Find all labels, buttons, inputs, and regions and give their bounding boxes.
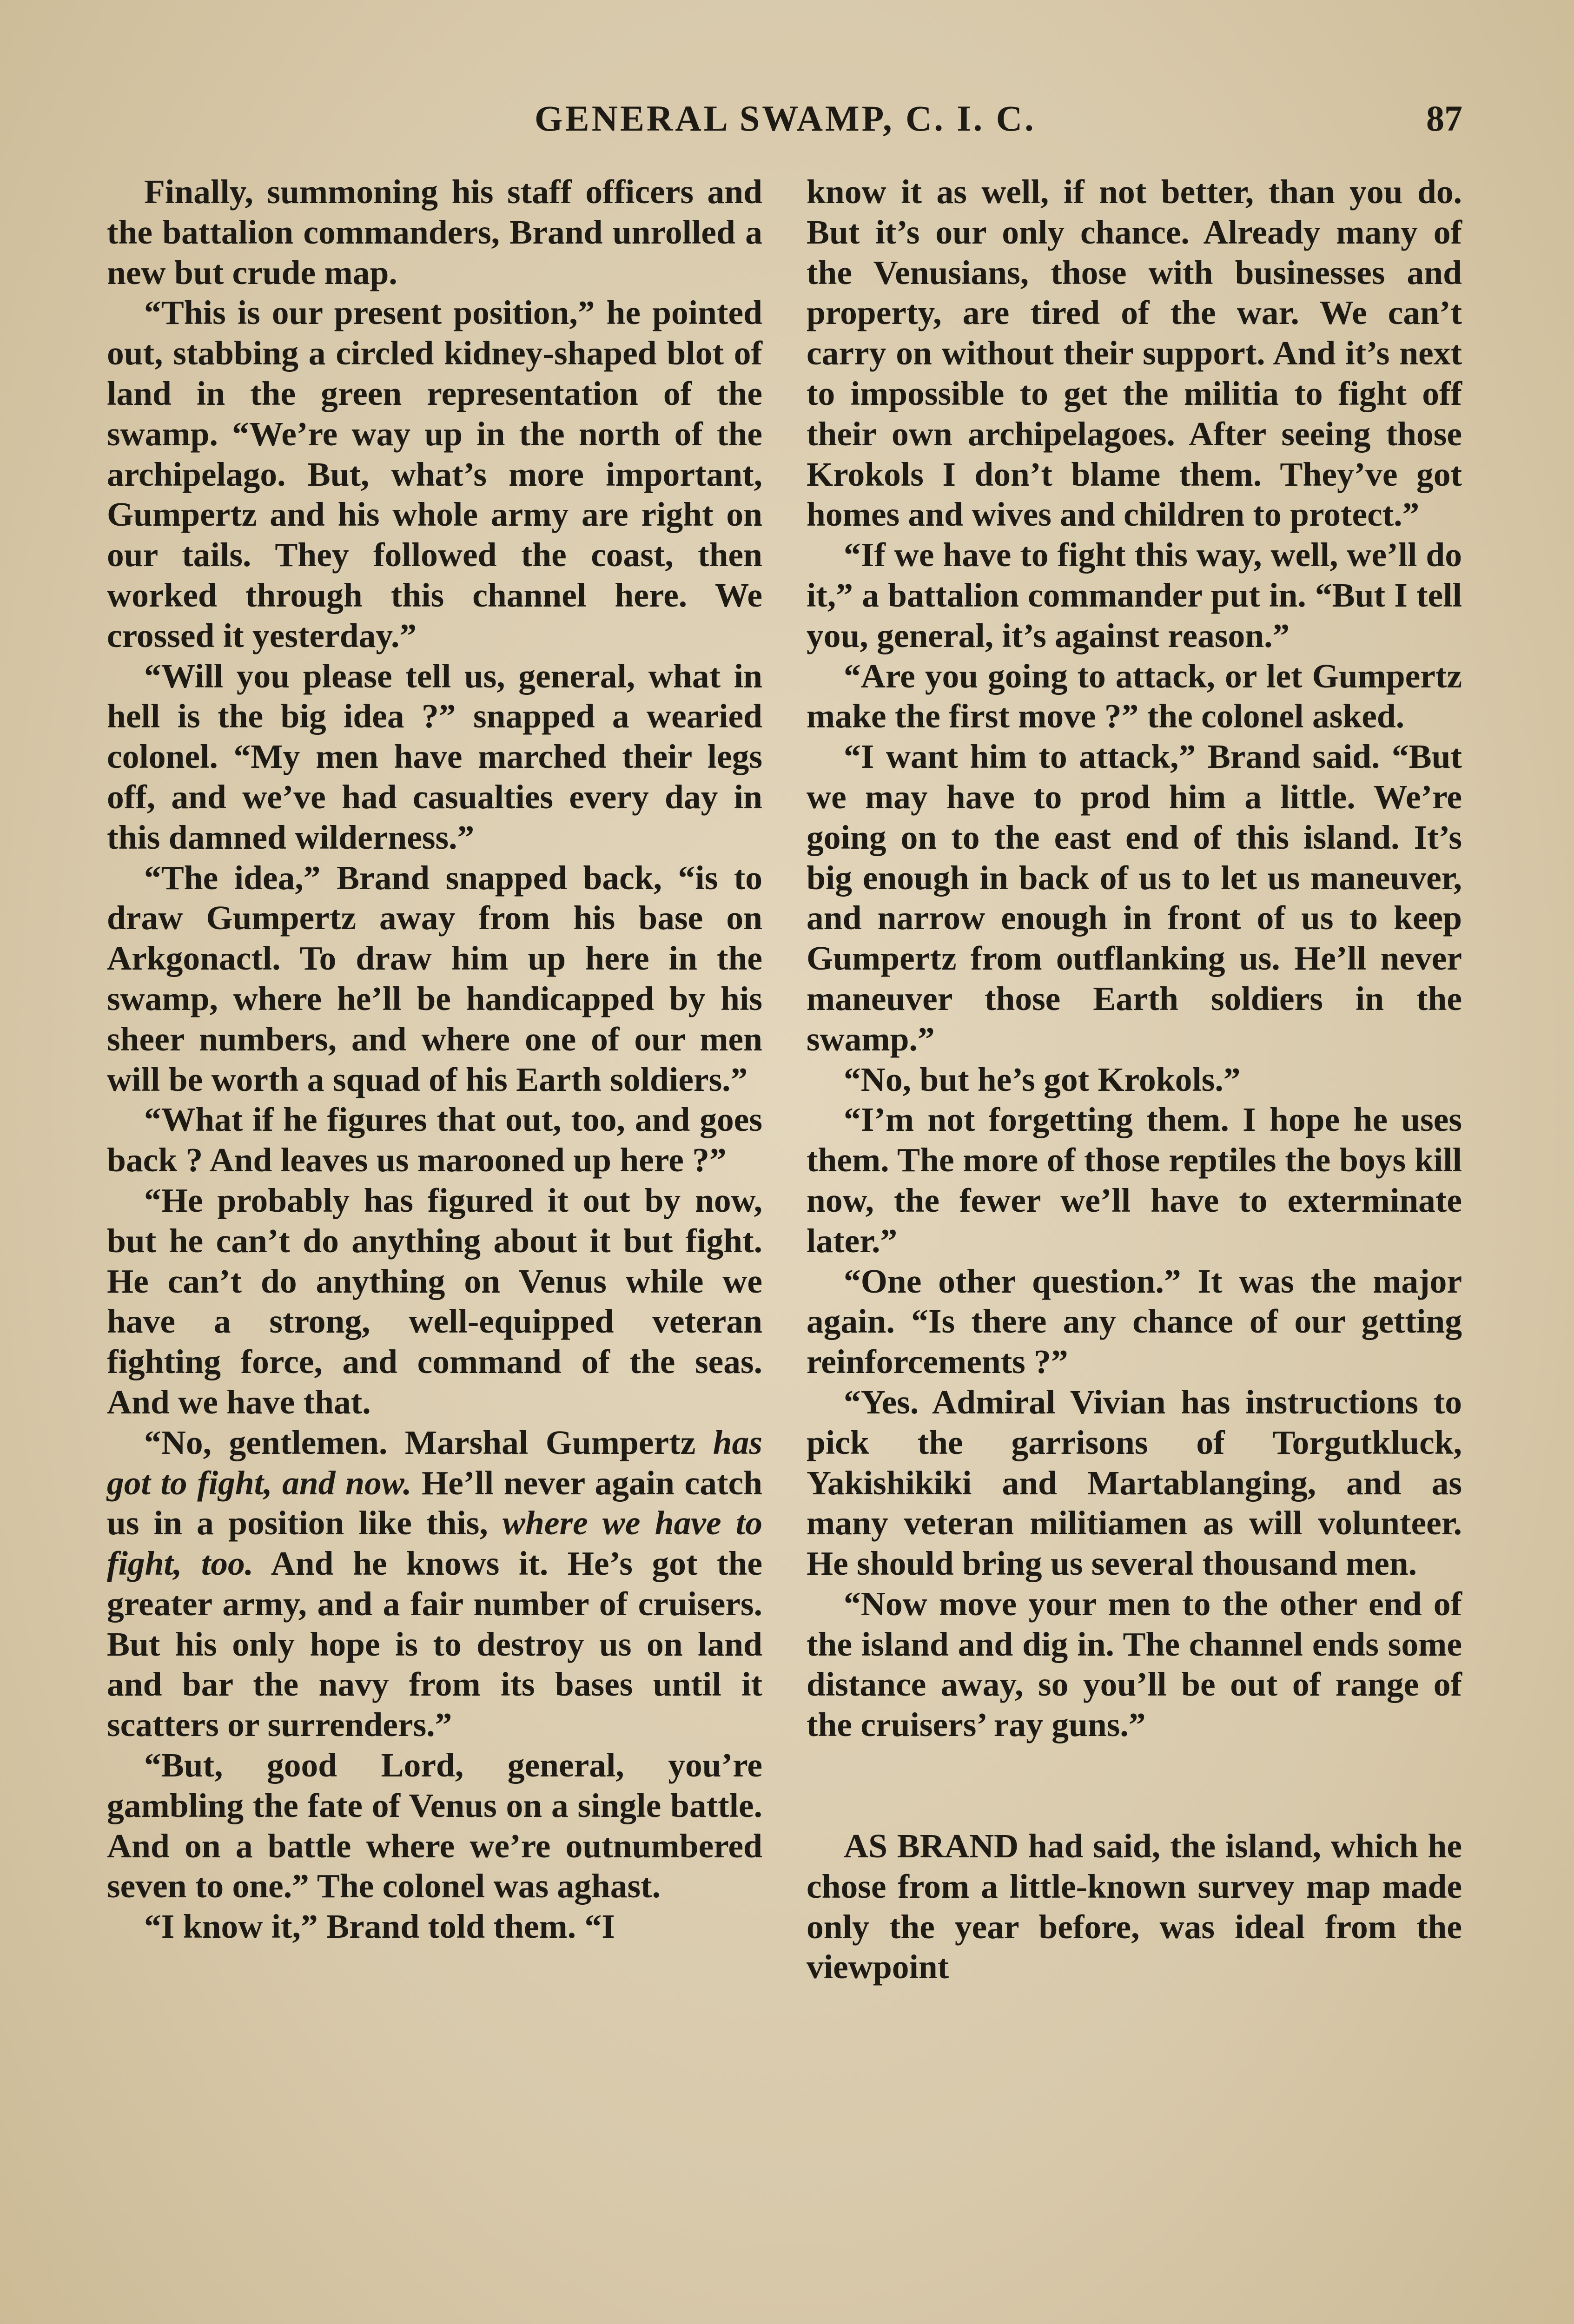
paragraph: “This is our present position,” he pointed out, stabbing a circled kidney-shaped blot of land in the green representation of the swamp. “We’re way up in the north of the archipelago. But, what’s more important, Gumpertz and his whole army are right on our tails. They followed the coast, then worked through this channel here. We crossed it yesterday.” (107, 294, 762, 654)
section-opening-paragraph: AS BRAND had said, the island, which he chose from a little-known survey map made only the year before, was ideal from the viewpoint (807, 1827, 1462, 1986)
paragraph: “What if he figures that out, too, and goes back ? And leaves us marooned up here ?” (107, 1101, 762, 1179)
paragraph: “Will you please tell us, general, what in hell is the big idea ?” snapped a wearied colonel. “My men have marched their legs off, and we’ve had casualties every day in this damned wilderness.” (107, 657, 762, 856)
emphasis-text: has got to fight, and now. (107, 1423, 762, 1502)
paragraph-with-emphasis (107, 1423, 762, 1745)
paragraph: “Yes. Admiral Vivian has instructions to pick the garrisons of Torgutkluck, Yakishikiki and Martablanging, and as many veteran militiamen as will volunteer. He should bring us several thousand men. (807, 1383, 1462, 1583)
paragraph: “If we have to fight this way, well, we’ll do it,” a battalion commander put in. “But I tell you, general, it’s against reason.” (807, 536, 1462, 654)
text-run: He’ll never again catch us in a position like this, (107, 1464, 762, 1542)
paragraph: “But, good Lord, general, you’re gambling the fate of Venus on a single battle. And on a battle where we’re outnumbered seven to one.” The colonel was aghast. (107, 1746, 762, 1905)
paragraph: Finally, summoning his staff officers and the battalion commanders, Brand unrolled a new but crude map. (107, 173, 762, 291)
text-run: And he knows it. He’s got the greater army, and a fair number of cruisers. But his only hope is to destroy us on land and bar the navy from its bases until it scatters or surrenders.” (107, 1545, 762, 1744)
left-column (107, 172, 762, 1947)
right-column (807, 172, 1462, 1987)
text-run: “No, gentlemen. Marshal Gumpertz (144, 1423, 713, 1461)
page-number: 87 (1426, 98, 1462, 139)
emphasis-text: where we have to fight, too. (107, 1504, 762, 1583)
paragraph: “I know it,” Brand told them. “I (144, 1908, 615, 1946)
paragraph: “The idea,” Brand snapped back, “is to draw Gumpertz away from his base on Arkgonactl. To draw him up here in the swamp, where he’ll be handicapped by his sheer numbers, and where one of our men will be worth a squad of his Earth soldiers.” (107, 858, 762, 1098)
page-header (0, 93, 1574, 144)
paragraph: “I want him to attack,” Brand said. “But we may have to prod him a little. We’re going on to the east end of this island. It’s big enough in back of us to let us maneuver, and narrow enough in front of us to keep Gumpertz from outflanking us. He’ll never maneuver those Earth soldiers in the swamp.” (807, 738, 1462, 1058)
paragraph: “Now move your men to the other end of the island and dig in. The channel ends some distance away, so you’ll be out of range of the cruisers’ ray guns.” (807, 1585, 1462, 1744)
section-break (807, 1745, 1462, 1826)
paragraph: “Are you going to attack, or let Gumpertz make the first move ?” the colonel asked. (807, 657, 1462, 735)
paragraph: “One other question.” It was the major again. “Is there any chance of our getting reinforcements ?” (807, 1262, 1462, 1381)
paragraph: “No, but he’s got Krokols.” (844, 1060, 1241, 1098)
paragraph: “I’m not forgetting them. I hope he uses them. The more of those reptiles the boys kill now, the fewer we’ll have to exterminate later.” (807, 1101, 1462, 1260)
paragraph-continued: know it as well, if not better, than you do. But it’s our only chance. Already many of the Venusians, those with businesses and property, are tired of the war. We can’t carry on without their support. And it’s next to impossible to get the militia to fight off their own archipelagoes. After seeing those Krokols I don’t blame them. They’ve got homes and wives and children to protect.” (807, 173, 1462, 534)
paragraph: “He probably has figured it out by now, but he can’t do anything about it but fight. He can’t do anything on Venus while we have a strong, well-equipped veteran fighting force, and command of the seas. And we have that. (107, 1181, 762, 1421)
running-head: GENERAL SWAMP, C. I. C. (535, 98, 1036, 139)
